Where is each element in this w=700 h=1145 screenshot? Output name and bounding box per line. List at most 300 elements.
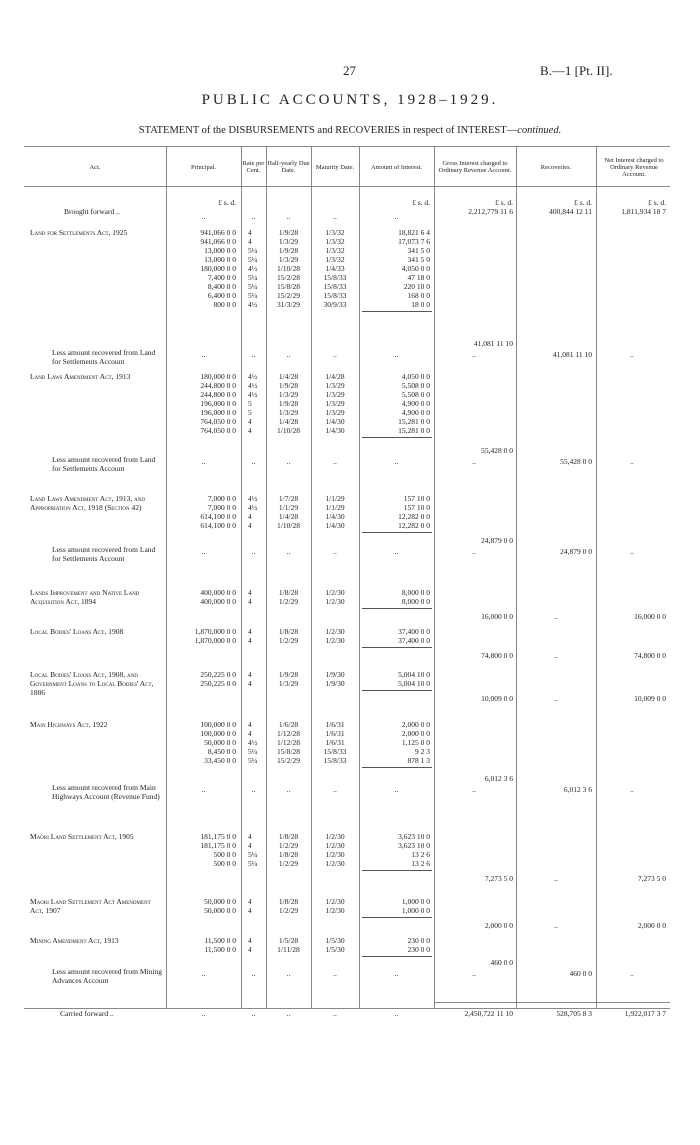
cell: 1/2/29 xyxy=(278,859,299,868)
cell: 13,000 0 0 xyxy=(204,255,236,264)
dots: .. xyxy=(630,457,634,466)
dots: .. xyxy=(286,785,291,794)
brought-forward-recoveries: 400,844 12 11 xyxy=(549,207,592,216)
cell: 2,000 0 0 xyxy=(401,720,430,729)
total-rule xyxy=(434,1002,670,1003)
cell: 4 xyxy=(248,228,252,237)
cell: 1/9/30 xyxy=(325,679,345,688)
cell: 15/8/33 xyxy=(323,756,347,765)
dots: .. xyxy=(630,785,634,794)
cell: 4 xyxy=(248,897,252,906)
cell: 1/3/29 xyxy=(325,399,345,408)
cell: 1,125 0 0 xyxy=(401,738,430,747)
dots: .. xyxy=(286,350,291,359)
currency-label: £ s. d. xyxy=(218,198,236,207)
cell: 18 0 0 xyxy=(411,300,430,309)
col-header-maturity: Maturity Date. xyxy=(315,163,355,171)
cell: 5¼ xyxy=(248,273,258,282)
col-header-act: Act. xyxy=(89,163,101,171)
col-divider xyxy=(241,146,242,1008)
cell: 1/3/29 xyxy=(278,679,299,688)
gross-interest: 2,000 0 0 xyxy=(484,921,513,930)
recoveries-amount: 6,012 3 6 xyxy=(563,785,592,794)
gross-interest: 7,273 5 0 xyxy=(484,874,513,883)
net-interest: 74,800 0 0 xyxy=(634,651,666,660)
cell: 37,400 0 0 xyxy=(398,627,430,636)
dots: .. xyxy=(333,212,337,221)
cell: 1/2/30 xyxy=(325,636,345,645)
cell: 1/2/30 xyxy=(325,850,345,859)
cell: 341 5 0 xyxy=(407,246,430,255)
cell: 1/12/28 xyxy=(277,738,300,747)
cell: 1/10/28 xyxy=(277,521,300,530)
cell: 1/3/32 xyxy=(325,237,345,246)
cell: 1/2/30 xyxy=(325,597,345,606)
brought-forward-net: 1,811,934 18 7 xyxy=(621,207,666,216)
cell: 15/8/28 xyxy=(277,747,300,756)
cell: 1/6/31 xyxy=(325,729,345,738)
cell: 4 xyxy=(248,588,252,597)
cell: 5¼ xyxy=(248,756,258,765)
act-name: Mining Amendment Act, 1913 xyxy=(30,936,119,945)
cell: 5 xyxy=(248,408,252,417)
cell: 3,623 10 0 xyxy=(398,841,430,850)
cell: 7,000 0 0 xyxy=(207,494,236,503)
cell: 1,870,000 0 0 xyxy=(194,636,236,645)
cell: 400,000 0 0 xyxy=(200,597,236,606)
dots: .. xyxy=(394,547,399,556)
cell: 7,400 0 0 xyxy=(207,273,236,282)
sum-rule xyxy=(362,437,432,438)
cell: 15,281 0 0 xyxy=(398,426,430,435)
carried-forward-recoveries: 528,705 8 3 xyxy=(556,1009,592,1018)
dots: .. xyxy=(394,350,399,359)
dots: .. xyxy=(554,921,558,930)
cell: 5¼ xyxy=(248,850,258,859)
cell: 1/3/29 xyxy=(325,390,345,399)
dots: .. xyxy=(630,969,634,978)
gross-interest: 55,428 0 0 xyxy=(481,446,513,455)
sum-rule xyxy=(362,311,432,312)
currency-label: £ s. d. xyxy=(574,198,592,207)
cell: 15/8/28 xyxy=(277,282,300,291)
cell: 1,000 0 0 xyxy=(401,906,430,915)
dots: .. xyxy=(394,457,399,466)
dots: .. xyxy=(251,1009,256,1018)
cell: 196,000 0 0 xyxy=(200,399,236,408)
less-recovered-label: Less amount recovered from Main Highways Account (Revenue Fund) xyxy=(52,783,160,801)
recoveries-amount: 460 0 0 xyxy=(569,969,592,978)
cell: 3,623 10 0 xyxy=(398,832,430,841)
carried-forward-gross: 2,450,722 11 10 xyxy=(464,1009,513,1018)
cell: 250,225 0 0 xyxy=(200,670,236,679)
cell: 4 xyxy=(248,237,252,246)
dots: .. xyxy=(333,1009,337,1018)
cell: 1/11/28 xyxy=(277,945,300,954)
cell: 800 0 0 xyxy=(213,300,236,309)
cell: 500 0 0 xyxy=(213,859,236,868)
cell: 1/9/28 xyxy=(278,381,299,390)
cell: 1/8/28 xyxy=(278,897,299,906)
cell: 8,000 0 0 xyxy=(401,588,430,597)
cell: 1/9/28 xyxy=(278,228,299,237)
subtitle-main: STATEMENT of the DISBURSEMENTS and RECOVERIES in respect of INTEREST— xyxy=(138,125,518,136)
cell: 1/2/30 xyxy=(325,841,345,850)
cell: 15/2/29 xyxy=(277,291,300,300)
cell: 5¼ xyxy=(248,747,258,756)
cell: 1/3/29 xyxy=(278,255,299,264)
cell: 1/2/30 xyxy=(325,588,345,597)
cell: 500 0 0 xyxy=(213,850,236,859)
cell: 15/8/33 xyxy=(323,291,347,300)
cell: 1/4/28 xyxy=(325,372,345,381)
cell: 764,050 0 0 xyxy=(200,417,236,426)
cell: 11,500 0 0 xyxy=(204,945,236,954)
cell: 4 xyxy=(248,832,252,841)
cell: 168 0 0 xyxy=(407,291,430,300)
act-name: Local Bodies' Loans Act, 1908, and Government Loans to Local Bodies' Act, 1886 xyxy=(30,670,154,697)
cell: 157 10 0 xyxy=(403,494,430,503)
col-header-rate: Rate per Cent. xyxy=(242,160,265,174)
currency-label: £ s. d. xyxy=(648,198,666,207)
dots: .. xyxy=(630,547,634,556)
cell: 1/4/28 xyxy=(278,512,299,521)
cell: 400,000 0 0 xyxy=(200,588,236,597)
cell: 180,000 0 0 xyxy=(200,372,236,381)
dots: .. xyxy=(333,785,337,794)
cell: 1/2/30 xyxy=(325,859,345,868)
cell: 180,000 0 0 xyxy=(200,264,236,273)
sum-rule xyxy=(362,532,432,533)
net-interest: 7,273 5 0 xyxy=(637,874,666,883)
cell: 8,000 0 0 xyxy=(401,597,430,606)
net-interest: 10,009 0 0 xyxy=(634,694,666,703)
dots: .. xyxy=(201,350,206,359)
sum-rule xyxy=(362,956,432,957)
gross-interest: 24,879 0 0 xyxy=(481,536,513,545)
subtitle-continued: continued. xyxy=(517,125,562,136)
dots: .. xyxy=(251,785,256,794)
cell: 4 xyxy=(248,720,252,729)
cell: 614,100 0 0 xyxy=(200,521,236,530)
cell: 4 xyxy=(248,906,252,915)
cell: 1/6/28 xyxy=(278,720,299,729)
dots: .. xyxy=(286,547,291,556)
cell: 15,281 0 0 xyxy=(398,417,430,426)
less-recovered-label: Less amount recovered from Land for Settlements Account xyxy=(52,545,156,563)
dots: .. xyxy=(201,457,206,466)
less-recovered-label: Less amount recovered from Mining Advances Account xyxy=(52,967,162,985)
cell: 1/3/29 xyxy=(278,390,299,399)
cell: 1/3/32 xyxy=(325,255,345,264)
cell: 15/8/33 xyxy=(323,273,347,282)
carried-forward-net: 1,922,017 3 7 xyxy=(624,1009,666,1018)
cell: 4 xyxy=(248,636,252,645)
cell: 37,400 0 0 xyxy=(398,636,430,645)
cell: 1/5/30 xyxy=(325,936,345,945)
less-recovered-label: Less amount recovered from Land for Settlements Account xyxy=(52,455,156,473)
act-name: Maori Land Settlement Act Amendment Act, 1907 xyxy=(30,897,151,915)
dots: .. xyxy=(333,350,337,359)
act-name: Land Laws Amendment Act, 1913 xyxy=(30,372,131,381)
dots: .. xyxy=(251,547,256,556)
net-interest: 16,000 0 0 xyxy=(634,612,666,621)
dots: .. xyxy=(394,969,399,978)
cell: 157 10 0 xyxy=(403,503,430,512)
cell: 1/2/30 xyxy=(325,627,345,636)
cell: 196,000 0 0 xyxy=(200,408,236,417)
dots: .. xyxy=(251,350,256,359)
act-name: Maori Land Settlement Act, 1905 xyxy=(30,832,134,841)
page-number: 27 xyxy=(343,63,356,78)
cell: 244,800 0 0 xyxy=(200,381,236,390)
cell: 1/10/28 xyxy=(277,264,300,273)
sum-rule xyxy=(362,870,432,871)
gross-interest: 460 0 0 xyxy=(490,958,513,967)
cell: 13,000 0 0 xyxy=(204,246,236,255)
cell: 1/3/29 xyxy=(278,237,299,246)
cell: 4½ xyxy=(248,381,258,390)
col-header-amount: Amount of Interest. xyxy=(370,163,423,171)
cell: 15/8/33 xyxy=(323,747,347,756)
cell: 4 xyxy=(248,627,252,636)
sum-rule xyxy=(362,767,432,768)
cell: 7,000 0 0 xyxy=(207,503,236,512)
dots: .. xyxy=(394,212,399,221)
cell: 1/9/28 xyxy=(278,399,299,408)
cell: 1/4/30 xyxy=(325,521,345,530)
dots: .. xyxy=(251,457,256,466)
brought-forward-gross: 2,212,779 11 6 xyxy=(468,207,513,216)
cell: 1/2/30 xyxy=(325,906,345,915)
statement-subtitle xyxy=(0,125,700,136)
cell: 4 xyxy=(248,679,252,688)
cell: 878 1 3 xyxy=(407,756,430,765)
dots: .. xyxy=(251,969,256,978)
cell: 4 xyxy=(248,841,252,850)
cell: 1/6/31 xyxy=(325,738,345,747)
cell: 1/4/28 xyxy=(278,417,299,426)
cell: 2,000 0 0 xyxy=(401,729,430,738)
cell: 220 10 0 xyxy=(403,282,430,291)
cell: 17,073 7 6 xyxy=(398,237,430,246)
cell: 1/3/29 xyxy=(278,408,299,417)
cell: 1/7/28 xyxy=(278,494,299,503)
cell: 1/4/30 xyxy=(325,512,345,521)
dots: .. xyxy=(333,457,337,466)
currency-label: £ s. d. xyxy=(495,198,513,207)
dots: .. xyxy=(333,969,337,978)
gross-interest: 74,800 0 0 xyxy=(481,651,513,660)
cell: 1/8/28 xyxy=(278,832,299,841)
dots: .. xyxy=(201,1009,206,1018)
cell: 1/3/32 xyxy=(325,228,345,237)
sum-rule xyxy=(362,690,432,691)
dots: .. xyxy=(472,350,476,359)
cell: 4 xyxy=(248,512,252,521)
cell: 1/8/28 xyxy=(278,588,299,597)
dots: .. xyxy=(394,1009,399,1018)
cell: 5¼ xyxy=(248,291,258,300)
cell: 50,000 0 0 xyxy=(204,738,236,747)
cell: 50,000 0 0 xyxy=(204,897,236,906)
cell: 30/9/33 xyxy=(323,300,347,309)
cell: 4½ xyxy=(248,738,258,747)
cell: 15/2/28 xyxy=(277,273,300,282)
gross-interest: 6,012 3 6 xyxy=(484,774,513,783)
net-interest: 2,000 0 0 xyxy=(637,921,666,930)
recoveries-amount: 24,879 0 0 xyxy=(560,547,592,556)
cell: 6,400 0 0 xyxy=(207,291,236,300)
cell: 4 xyxy=(248,597,252,606)
cell: 341 5 0 xyxy=(407,255,430,264)
cell: 1/5/28 xyxy=(278,936,299,945)
cell: 1/3/32 xyxy=(325,246,345,255)
cell: 8,400 0 0 xyxy=(207,282,236,291)
cell: 4½ xyxy=(248,372,258,381)
gross-interest: 10,009 0 0 xyxy=(481,694,513,703)
col-header-recoveries: Recoveries. xyxy=(540,163,572,171)
dots: .. xyxy=(472,547,476,556)
dots: .. xyxy=(201,785,206,794)
cell: 11,500 0 0 xyxy=(204,936,236,945)
cell: 941,066 0 0 xyxy=(200,228,236,237)
dots: .. xyxy=(251,212,256,221)
cell: 1/2/29 xyxy=(278,906,299,915)
cell: 1/4/33 xyxy=(325,264,345,273)
cell: 5¼ xyxy=(248,859,258,868)
cell: 4 xyxy=(248,670,252,679)
cell: 1/2/29 xyxy=(278,597,299,606)
cell: 5¼ xyxy=(248,255,258,264)
cell: 4½ xyxy=(248,300,258,309)
cell: 4½ xyxy=(248,264,258,273)
col-header-halfyearly: Half-yearly Due Date. xyxy=(267,160,310,174)
cell: 18,821 6 4 xyxy=(398,228,430,237)
cell: 100,000 0 0 xyxy=(200,720,236,729)
cell: 1/4/28 xyxy=(278,372,299,381)
cell: 4,900 0 0 xyxy=(401,408,430,417)
dots: .. xyxy=(472,785,476,794)
cell: 764,050 0 0 xyxy=(200,426,236,435)
cell: 250,225 0 0 xyxy=(200,679,236,688)
less-recovered-label: Less amount recovered from Land for Settlements Account xyxy=(52,348,156,366)
cell: 1/3/29 xyxy=(325,408,345,417)
cell: 1/2/30 xyxy=(325,832,345,841)
cell: 1/4/30 xyxy=(325,417,345,426)
cell: 4 xyxy=(248,426,252,435)
cell: 1/9/28 xyxy=(278,670,299,679)
recoveries-amount: 55,428 0 0 xyxy=(560,457,592,466)
act-name: Main Highways Act, 1922 xyxy=(30,720,108,729)
header-bottom-rule xyxy=(24,186,670,187)
cell: 1/3/29 xyxy=(325,381,345,390)
dots: .. xyxy=(286,212,291,221)
dots: .. xyxy=(201,212,206,221)
cell: 1/4/30 xyxy=(325,426,345,435)
carried-forward-label: Carried forward .. xyxy=(60,1009,114,1018)
cell: 941,066 0 0 xyxy=(200,237,236,246)
cell: 1/2/29 xyxy=(278,636,299,645)
act-name: Lands Improvement and Native Land Acquisition Act, 1894 xyxy=(30,588,140,606)
page-title: PUBLIC ACCOUNTS, 1928–1929. xyxy=(201,92,499,108)
dots: .. xyxy=(394,785,399,794)
cell: 4 xyxy=(248,936,252,945)
cell: 4 xyxy=(248,521,252,530)
cell: 5,004 10 0 xyxy=(398,670,430,679)
cell: 1,870,000 0 0 xyxy=(194,627,236,636)
cell: 1,000 0 0 xyxy=(401,897,430,906)
act-name: Land for Settlements Act, 1925 xyxy=(30,228,128,237)
cell: 181,175 0 0 xyxy=(200,841,236,850)
cell: 4½ xyxy=(248,494,258,503)
dots: .. xyxy=(201,547,206,556)
dots: .. xyxy=(472,457,476,466)
cell: 4,050 0 0 xyxy=(401,372,430,381)
cell: 4,050 0 0 xyxy=(401,264,430,273)
cell: 15/8/33 xyxy=(323,282,347,291)
recoveries-amount: 41,081 11 10 xyxy=(552,350,592,359)
cell: 33,450 0 0 xyxy=(204,756,236,765)
cell: 50,000 0 0 xyxy=(204,906,236,915)
dots: .. xyxy=(201,969,206,978)
cell: 1/1/29 xyxy=(278,503,299,512)
cell: 4 xyxy=(248,945,252,954)
cell: 9 2 3 xyxy=(415,747,430,756)
cell: 31/3/29 xyxy=(277,300,300,309)
dots: .. xyxy=(554,651,558,660)
dots: .. xyxy=(630,350,634,359)
cell: 244,800 0 0 xyxy=(200,390,236,399)
cell: 13 2 6 xyxy=(411,850,430,859)
table-top-rule xyxy=(24,146,670,147)
cell: 4,900 0 0 xyxy=(401,399,430,408)
cell: 1/10/28 xyxy=(277,426,300,435)
dots: .. xyxy=(286,1009,291,1018)
cell: 5,508 0 0 xyxy=(401,390,430,399)
gross-interest: 16,000 0 0 xyxy=(481,612,513,621)
cell: 230 0 0 xyxy=(407,945,430,954)
cell: 4 xyxy=(248,417,252,426)
sum-rule xyxy=(362,917,432,918)
cell: 181,175 0 0 xyxy=(200,832,236,841)
cell: 12,282 0 0 xyxy=(398,521,430,530)
sum-rule xyxy=(362,608,432,609)
cell: 12,282 0 0 xyxy=(398,512,430,521)
sum-rule xyxy=(362,647,432,648)
cell: 5¼ xyxy=(248,282,258,291)
cell: 230 0 0 xyxy=(407,936,430,945)
cell: 1/12/28 xyxy=(277,729,300,738)
cell: 5,508 0 0 xyxy=(401,381,430,390)
cell: 614,100 0 0 xyxy=(200,512,236,521)
cell: 4 xyxy=(248,729,252,738)
cell: 5¼ xyxy=(248,246,258,255)
dots: .. xyxy=(286,969,291,978)
document-reference: B.—1 [Pt. II]. xyxy=(540,63,613,78)
cell: 1/5/30 xyxy=(325,945,345,954)
brought-forward-label: Brought forward .. xyxy=(64,207,120,216)
cell: 47 18 0 xyxy=(407,273,430,282)
cell: 4½ xyxy=(248,503,258,512)
dots: .. xyxy=(554,694,558,703)
cell: 100,000 0 0 xyxy=(200,729,236,738)
gross-interest: 41,081 11 10 xyxy=(473,339,513,348)
cell: 1/9/30 xyxy=(325,670,345,679)
cell: 5 xyxy=(248,399,252,408)
dots: .. xyxy=(472,969,476,978)
dots: .. xyxy=(554,874,558,883)
